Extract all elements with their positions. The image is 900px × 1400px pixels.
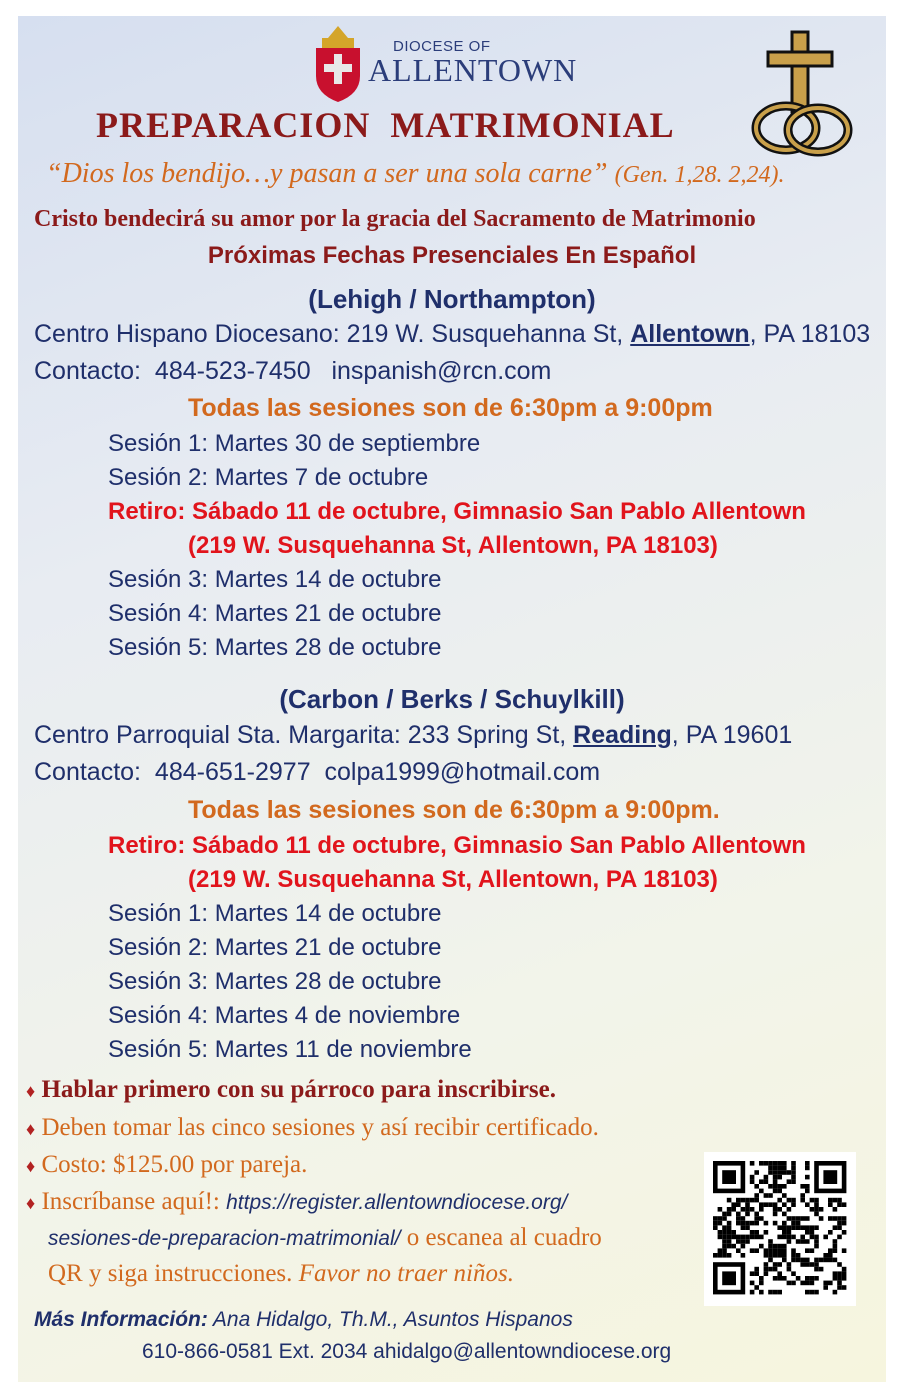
flyer-card bbox=[18, 16, 886, 1382]
footer-label: Más Información: bbox=[34, 1308, 208, 1331]
region1-address bbox=[34, 320, 870, 349]
region1-email[interactable]: inspanish@rcn.com bbox=[331, 357, 552, 385]
note-5 bbox=[48, 1260, 514, 1288]
region2-session-1: Sesión 1: Martes 14 de octubre bbox=[108, 900, 442, 927]
region1-city-link[interactable]: Allentown bbox=[630, 320, 750, 348]
footer-phone-email: 610-866-0581 Ext. 2034 ahidalgo@allentowndiocese.org bbox=[142, 1340, 672, 1363]
note-4-cont bbox=[48, 1224, 602, 1252]
region1-contact-label: Contacto: bbox=[34, 357, 142, 385]
logo-line1: DIOCESE OF bbox=[393, 38, 491, 55]
logo-line2: ALLENTOWN bbox=[368, 52, 578, 88]
region2-session-3: Sesión 3: Martes 28 de octubre bbox=[108, 968, 442, 995]
bullet-icon: ♦ bbox=[26, 1081, 36, 1101]
region1-address-suffix: , PA 18103 bbox=[749, 320, 871, 348]
region2-session-5: Sesión 5: Martes 11 de noviembre bbox=[108, 1036, 472, 1063]
note-4-suffix: o escanea al cuadro bbox=[406, 1224, 602, 1251]
region2-name: (Carbon / Berks / Schuylkill) bbox=[279, 684, 625, 714]
region1-session-4: Sesión 4: Martes 21 de octubre bbox=[108, 600, 442, 627]
region1-retreat: Retiro: Sábado 11 de octubre, Gimnasio San Pablo Allentown bbox=[108, 498, 806, 525]
region1-hours: Todas las sesiones son de 6:30pm a 9:00pm bbox=[188, 394, 713, 422]
registration-url-part1[interactable]: https://register.allentowndiocese.org/ bbox=[226, 1191, 568, 1214]
next-dates-heading: Próximas Fechas Presenciales En Español bbox=[207, 242, 697, 269]
qr-code[interactable] bbox=[704, 1152, 856, 1306]
note-2-text: Deben tomar las cinco sesiones y así recibir certificado. bbox=[41, 1114, 599, 1141]
registration-url-part2[interactable]: sesiones-de-preparacion-matrimonial/ bbox=[48, 1227, 401, 1250]
quote-text: “Dios los bendijo…y pasan a ser una sola carne” bbox=[46, 158, 608, 189]
note-5-b: Favor no traer niños. bbox=[298, 1260, 514, 1287]
region2-retreat-address: (219 W. Susquehanna St, Allentown, PA 18103) bbox=[188, 866, 718, 893]
region1-address-prefix: Centro Hispano Diocesano: 219 W. Susquehanna St, bbox=[34, 320, 631, 348]
bible-quote bbox=[46, 158, 785, 190]
region2-address bbox=[34, 721, 792, 750]
region1-session-5: Sesión 5: Martes 28 de octubre bbox=[108, 634, 442, 661]
region2-contact-label: Contacto: bbox=[34, 758, 142, 786]
region2-session-2: Sesión 2: Martes 21 de octubre bbox=[108, 934, 442, 961]
bullet-icon: ♦ bbox=[26, 1193, 36, 1213]
region1-session-1: Sesión 1: Martes 30 de septiembre bbox=[108, 430, 481, 457]
region2-hours: Todas las sesiones son de 6:30pm a 9:00pm. bbox=[188, 796, 720, 824]
region1-phone[interactable]: 484-523-7450 bbox=[154, 357, 311, 385]
region2-address-prefix: Centro Parroquial Sta. Margarita: 233 Spring St, bbox=[34, 721, 574, 749]
cross-rings-icon bbox=[746, 28, 856, 158]
region2-address-suffix: , PA 19601 bbox=[671, 721, 793, 749]
bullet-icon: ♦ bbox=[26, 1119, 36, 1139]
region2-session-4: Sesión 4: Martes 4 de noviembre bbox=[108, 1002, 461, 1029]
region2-retreat: Retiro: Sábado 11 de octubre, Gimnasio San Pablo Allentown bbox=[108, 832, 806, 859]
note-4-prefix: Inscríbanse aquí!: bbox=[41, 1188, 220, 1215]
note-5-a: QR y siga instrucciones. bbox=[48, 1260, 293, 1287]
region1-session-3: Sesión 3: Martes 14 de octubre bbox=[108, 566, 442, 593]
quote-ref: (Gen. 1,28. 2,24). bbox=[614, 162, 785, 188]
region2-contact bbox=[34, 758, 600, 787]
note-4 bbox=[26, 1188, 567, 1216]
page-title: PREPARACION MATRIMONIAL bbox=[96, 105, 675, 145]
region1-retreat-address: (219 W. Susquehanna St, Allentown, PA 18103) bbox=[188, 532, 718, 559]
subtitle: Cristo bendecirá su amor por la gracia del Sacramento de Matrimonio bbox=[34, 206, 756, 232]
diocese-crest-icon bbox=[310, 24, 366, 104]
qr-code-icon bbox=[704, 1152, 856, 1306]
region2-city-link[interactable]: Reading bbox=[573, 721, 672, 749]
region1-name: (Lehigh / Northampton) bbox=[308, 284, 596, 314]
note-2 bbox=[26, 1114, 599, 1142]
bullet-icon: ♦ bbox=[26, 1156, 36, 1176]
note-1-text: Hablar primero con su párroco para inscribirse. bbox=[41, 1076, 557, 1103]
footer-contact: Ana Hidalgo, Th.M., Asuntos Hispanos bbox=[212, 1308, 573, 1331]
region1-session-2: Sesión 2: Martes 7 de octubre bbox=[108, 464, 429, 491]
region2-phone[interactable]: 484-651-2977 bbox=[154, 758, 311, 786]
note-1 bbox=[26, 1076, 556, 1104]
note-3-text: Costo: $125.00 por pareja. bbox=[41, 1151, 308, 1178]
note-3 bbox=[26, 1151, 307, 1179]
footer-info bbox=[34, 1308, 573, 1332]
region1-contact bbox=[34, 357, 551, 386]
region2-email[interactable]: colpa1999@hotmail.com bbox=[324, 758, 601, 786]
